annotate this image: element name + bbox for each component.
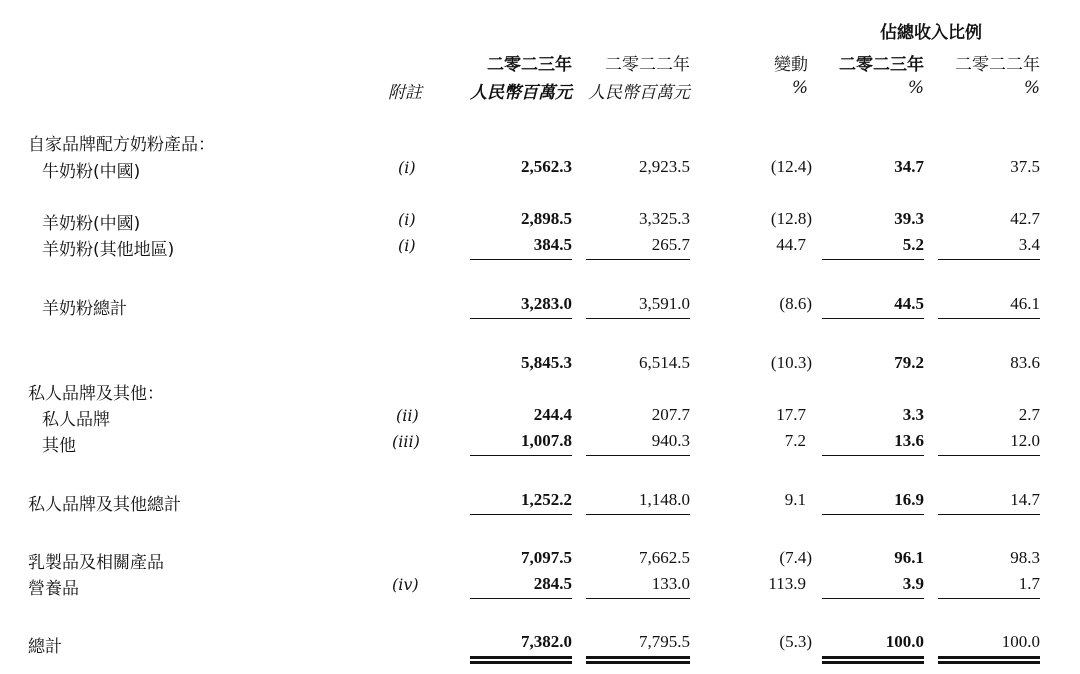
subtotal-rule bbox=[470, 318, 572, 319]
row-label: 羊奶粉總計 bbox=[42, 299, 127, 319]
subtotal-rule bbox=[470, 598, 572, 599]
row-v2022: 7,795.5 bbox=[639, 632, 690, 651]
row-share-2022: 14.7 bbox=[1010, 490, 1040, 509]
row-share-2022: 46.1 bbox=[1010, 294, 1040, 313]
row-note: (i) bbox=[398, 158, 416, 177]
row-v2023: 3,283.0 bbox=[521, 294, 572, 313]
row-label: 羊奶粉(其他地區) bbox=[42, 240, 175, 260]
subtotal-rule bbox=[822, 259, 924, 260]
row-note: (iv) bbox=[392, 575, 419, 594]
row-note: (i) bbox=[398, 236, 416, 255]
row-v2023: 2,898.5 bbox=[521, 209, 572, 228]
row-share-2023: 44.5 bbox=[894, 294, 924, 313]
row-change: 7.2 bbox=[784, 431, 806, 450]
row-v2023: 384.5 bbox=[533, 235, 572, 254]
row-v2022: 265.7 bbox=[651, 235, 690, 254]
subtotal-rule bbox=[938, 455, 1040, 456]
subtotal-rule bbox=[938, 598, 1040, 599]
row-change: (10.3) bbox=[770, 353, 812, 372]
row-v2022: 1,148.0 bbox=[639, 490, 690, 509]
subtotal-rule bbox=[586, 318, 690, 319]
subtotal-rule bbox=[470, 514, 572, 515]
subtotal-rule bbox=[586, 455, 690, 456]
total-double-rule bbox=[586, 656, 690, 664]
row-share-2023: 13.6 bbox=[894, 431, 924, 450]
subtotal-rule bbox=[470, 455, 572, 456]
row-change: (8.6) bbox=[779, 294, 812, 313]
subtotal-rule bbox=[822, 598, 924, 599]
total-double-rule bbox=[822, 656, 924, 664]
row-label: 羊奶粉(中國) bbox=[42, 214, 141, 234]
row-share-2022: 12.0 bbox=[1010, 431, 1040, 450]
col-share-2022-unit: % bbox=[1023, 78, 1040, 98]
row-v2023: 244.4 bbox=[533, 405, 572, 424]
row-v2023: 1,007.8 bbox=[521, 431, 572, 450]
row-share-2023: 39.3 bbox=[894, 209, 924, 228]
subtotal-rule bbox=[822, 455, 924, 456]
col-2022-year: 二零二二年 bbox=[605, 55, 690, 75]
row-share-2022: 83.6 bbox=[1010, 353, 1040, 372]
row-v2023: 1,252.2 bbox=[521, 490, 572, 509]
row-v2022: 2,923.5 bbox=[639, 157, 690, 176]
subtotal-rule bbox=[938, 318, 1040, 319]
row-share-2022: 42.7 bbox=[1010, 209, 1040, 228]
row-label: 牛奶粉(中國) bbox=[42, 162, 141, 182]
row-share-2022: 2.7 bbox=[1018, 405, 1040, 424]
subtotal-rule bbox=[822, 318, 924, 319]
row-change: 113.9 bbox=[768, 574, 806, 593]
row-v2022: 133.0 bbox=[651, 574, 690, 593]
row-share-2023: 16.9 bbox=[894, 490, 924, 509]
row-label: 營養品 bbox=[28, 579, 79, 599]
row-label: 其他 bbox=[42, 436, 76, 456]
notes-header: 附註 bbox=[388, 83, 422, 103]
revenue-share-header: 佔總收入比例 bbox=[880, 23, 982, 43]
section-own-brand: 自家品牌配方奶粉產品： bbox=[28, 135, 215, 155]
row-share-2023: 34.7 bbox=[894, 157, 924, 176]
col-change-unit: % bbox=[791, 78, 808, 98]
row-share-2022: 3.4 bbox=[1018, 235, 1040, 254]
col-share-2023-year: 二零二三年 bbox=[839, 55, 924, 75]
row-v2023: 7,097.5 bbox=[521, 548, 572, 567]
row-change: 44.7 bbox=[776, 235, 806, 254]
row-v2023: 7,382.0 bbox=[521, 632, 572, 651]
row-change: (7.4) bbox=[779, 548, 812, 567]
row-label-total: 總計 bbox=[28, 637, 62, 657]
row-share-2023: 3.9 bbox=[902, 574, 924, 593]
row-v2023: 5,845.3 bbox=[521, 353, 572, 372]
total-double-rule bbox=[938, 656, 1040, 664]
row-change: (12.8) bbox=[770, 209, 812, 228]
subtotal-rule bbox=[938, 514, 1040, 515]
row-share-2023: 79.2 bbox=[894, 353, 924, 372]
col-2023-year: 二零二三年 bbox=[487, 55, 572, 75]
col-2022-unit: 人民幣百萬元 bbox=[588, 83, 690, 103]
row-share-2022: 1.7 bbox=[1018, 574, 1040, 593]
row-note: (ii) bbox=[396, 406, 419, 425]
row-label: 私人品牌及其他總計 bbox=[28, 495, 181, 515]
section-private-label: 私人品牌及其他： bbox=[28, 384, 164, 404]
row-share-2022: 100.0 bbox=[1001, 632, 1040, 651]
row-v2022: 207.7 bbox=[651, 405, 690, 424]
row-v2022: 3,591.0 bbox=[639, 294, 690, 313]
subtotal-rule bbox=[586, 598, 690, 599]
col-2023-unit: 人民幣百萬元 bbox=[470, 83, 572, 103]
row-v2022: 6,514.5 bbox=[639, 353, 690, 372]
row-share-2022: 98.3 bbox=[1010, 548, 1040, 567]
row-share-2023: 100.0 bbox=[885, 632, 924, 651]
row-note: (iii) bbox=[392, 432, 420, 451]
col-share-2023-unit: % bbox=[907, 78, 924, 98]
row-share-2023: 5.2 bbox=[902, 235, 924, 254]
row-label: 私人品牌 bbox=[42, 410, 110, 430]
row-share-2023: 3.3 bbox=[902, 405, 924, 424]
col-change-label: 變動 bbox=[774, 55, 808, 75]
subtotal-rule bbox=[586, 259, 690, 260]
row-note: (i) bbox=[398, 210, 416, 229]
row-change: 9.1 bbox=[784, 490, 806, 509]
row-change: 17.7 bbox=[776, 405, 806, 424]
row-change: (12.4) bbox=[770, 157, 812, 176]
total-double-rule bbox=[470, 656, 572, 664]
col-share-2022-year: 二零二二年 bbox=[955, 55, 1040, 75]
row-change: (5.3) bbox=[779, 632, 812, 651]
subtotal-rule bbox=[822, 514, 924, 515]
row-v2022: 7,662.5 bbox=[639, 548, 690, 567]
row-share-2023: 96.1 bbox=[894, 548, 924, 567]
row-v2023: 2,562.3 bbox=[521, 157, 572, 176]
subtotal-rule bbox=[938, 259, 1040, 260]
row-v2022: 3,325.3 bbox=[639, 209, 690, 228]
row-v2022: 940.3 bbox=[651, 431, 690, 450]
row-share-2022: 37.5 bbox=[1010, 157, 1040, 176]
row-v2023: 284.5 bbox=[533, 574, 572, 593]
subtotal-rule bbox=[470, 259, 572, 260]
row-label: 乳製品及相關產品 bbox=[28, 553, 164, 573]
subtotal-rule bbox=[586, 514, 690, 515]
